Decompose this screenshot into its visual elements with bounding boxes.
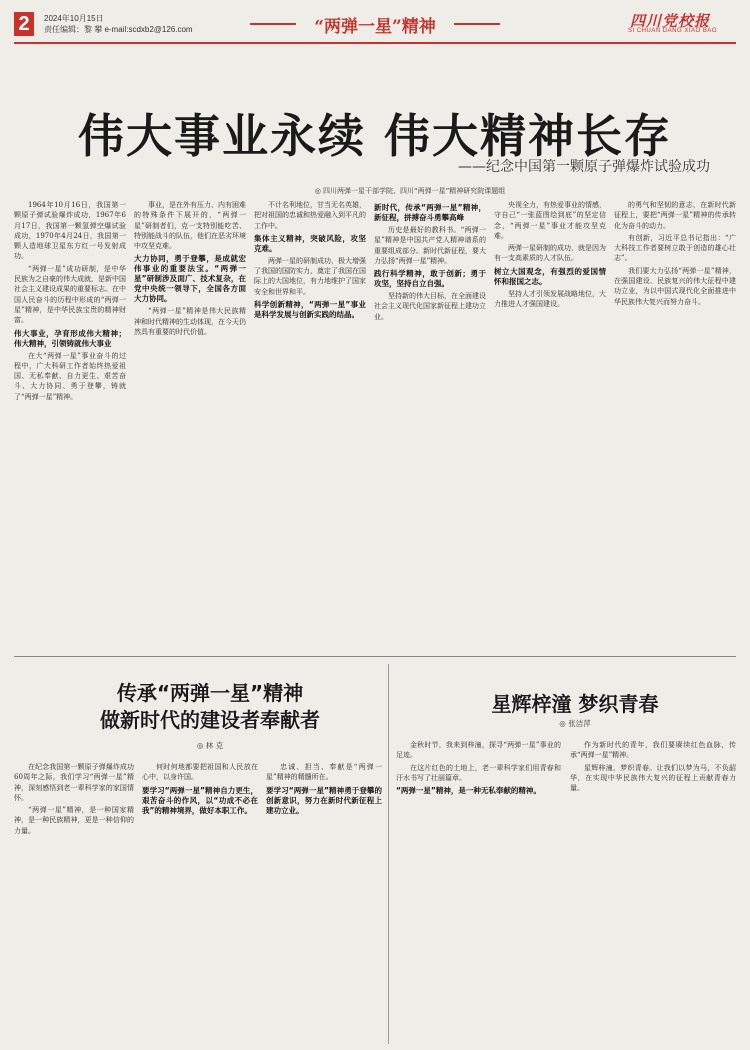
main-headline: 伟大事业永续 伟大精神长存 — [77, 109, 672, 163]
paragraph: “两弹一星”精神，是一种国家精神，是一种民族精神，更是一种信仰的力量。 — [14, 806, 134, 835]
section-heading: 伟大事业，孕育形成伟大精神；伟大精神，引领铸就伟大事业 — [14, 328, 126, 348]
paragraph: 作为新时代的青年，我们要赓续红色血脉，传承“两弹一星”精神。 — [570, 741, 736, 760]
masthead-logo: 四川党校报 — [630, 12, 711, 30]
section-heading: “两弹一星”精神，是一种无私奉献的精神。 — [396, 786, 541, 796]
section-rule-right — [454, 23, 500, 25]
article2-headline-line1: 传承“两弹一星”精神 — [116, 681, 304, 705]
paragraph: 1964年10月16日，我国第一颗原子弹试验爆炸成功，1967年6月17日，我国第一颗氢弹空爆试验成功，1970年4月24日，我国第一颗人造地球卫星东方红一号发射成功。 — [14, 201, 126, 261]
section-heading: 大力协同，勇于登攀，是成就宏伟事业的重要法宝。“两弹一星”研制涉及面广、技术复杂，在党中央统一领导下，全国各方面大力协同。 — [134, 254, 246, 304]
article3-headline: 星辉梓潼 梦织青春 — [491, 692, 659, 716]
main-column-6 — [614, 200, 736, 652]
header-rule — [14, 42, 736, 44]
subheadline: ——纪念中国第一颗原子弹爆炸试验成功 — [458, 159, 710, 175]
paragraph: 何时何地都要把祖国和人民放在心中，以身许国。 — [142, 763, 258, 782]
paragraph: 不计名利地位，甘当无名英雄，把对祖国的忠诚和热爱融入到平凡的工作中。 — [254, 201, 366, 230]
section-divider — [14, 656, 736, 657]
section-title: “两弹一星”精神 — [314, 17, 436, 37]
paragraph: 两弹一星的研制成功，极大增强了我国的国防实力，奠定了我国在国际上的大国地位，有力地维护了国家安全和世界和平。 — [254, 256, 366, 296]
column-divider — [388, 664, 389, 1044]
paragraph: 有创新，习近平总书记指出：“广大科技工作者要树立敢于创造的雄心壮志”。 — [614, 233, 736, 263]
section-heading: 新时代，传承“两弹一星”精神，新征程，拼搏奋斗勇攀高峰 — [374, 203, 486, 222]
section-heading: 要学习“两弹一星”精神勇于登攀的创新意识，努力在新时代新征程上建功立业。 — [266, 785, 382, 815]
paragraph: 历史是最好的教科书。“两弹一星”精神是中国共产党人精神谱系的重要组成部分。新时代新征程，要大力弘扬“两弹一星”精神。 — [374, 226, 486, 265]
paragraph: 金秋时节，我来到梓潼，探寻“两弹一星”事业的足迹。 — [396, 741, 561, 760]
main-column-2 — [134, 200, 246, 652]
article2-author: ◎ 林 克 — [196, 741, 224, 750]
paragraph: 事业，是在外有压力、内有困难的特殊条件下展开的，“两弹一星”研制者们，克一支特别能吃苦、特别能战斗的队伍，他们在恶劣环境中攻坚克难。 — [134, 201, 246, 251]
article2-column-1 — [14, 762, 134, 1042]
issue-date: 2024年10月15日 — [44, 14, 104, 23]
page-number: 2 — [14, 12, 34, 36]
paragraph: “两弹一星”成功研制，是中华民族为之自豪的伟大成就，是新中国社会主义建设成果的重要标志。在中国人民奋斗的历程中形成的“两弹一星”精神，是中华民族宝贵的精神财富。 — [14, 264, 126, 325]
article3-column-1 — [396, 740, 561, 1040]
section-heading: 践行科学精神，敢于创新；勇于攻坚，坚持自立自强。 — [374, 269, 486, 289]
section-heading: 科学创新精神，“两弹一星”事业是科学发展与创新实践的结晶。 — [254, 300, 366, 320]
paragraph: 的勇气和坚韧的意志，在新时代新征程上，要把“两弹一星”精神的传承转化为奋斗的动力。 — [614, 201, 736, 230]
paragraph: 在大“两弹一星”事业奋斗的过程中，广大科研工作者始终热爱祖国、无私奉献、自力更生、艰苦奋斗、大力协同、勇于登攀，铸就了“两弹一星”精神。 — [14, 351, 126, 401]
main-column-5 — [494, 200, 606, 652]
paragraph: 我们要大力弘扬“两弹一星”精神，在强国建设、民族复兴的伟大征程中建功立业，为以中国式现代化全面推进中华民族伟大复兴而努力奋斗。 — [614, 266, 736, 306]
paragraph: “两弹一星”精神是伟大民族精神和时代精神的生动体现，在今天仍然具有重要的时代价值。 — [134, 307, 246, 337]
article2-column-3 — [266, 762, 382, 1042]
paragraph: 忠诚、担当、奉献是“两弹一星”精神的精髓所在。 — [266, 763, 382, 782]
paragraph: 坚持人才引领发展战略地位，大力推进人才强国建设。 — [494, 289, 606, 309]
main-byline: ◎ 四川两弹一星干部学院、四川“两弹一星”精神研究院课题组 — [314, 187, 506, 195]
article2-headline-line2: 做新时代的建设者奉献者 — [100, 708, 320, 732]
masthead-subtitle: SI CHUAN DANG XIAO BAO — [628, 28, 718, 34]
section-heading: 树立大国观念，有强烈的爱国情怀和报国之志。 — [494, 266, 606, 286]
paragraph: 两弹一星研制的成功，就是因为有一支高素质的人才队伍。 — [494, 244, 606, 263]
paragraph: 坚持新的伟大目标，在全面建设社会主义现代化国家新征程上建功立业。 — [374, 292, 486, 321]
article3-author: ◎ 张洁萍 — [559, 719, 591, 728]
article2-column-2 — [142, 762, 258, 1042]
section-heading: 集体主义精神，突破风险，攻坚克难。 — [254, 233, 366, 253]
section-rule-left — [250, 23, 296, 25]
article3-column-2 — [570, 740, 736, 1040]
editor-line: 责任编辑：黎 攀 e-mail:scdxb2@126.com — [44, 25, 193, 34]
paragraph: 在纪念我国第一颗原子弹爆炸成功60周年之际，我们学习“两弹一星”精神，深刻感悟到老一辈科学家的家国情怀。 — [14, 763, 134, 802]
paragraph: 央视全力，有热爱事业的情感，守自己“一张蓝图绘到底”的坚定信念，“两弹一星”事业才能攻坚克难。 — [494, 201, 606, 240]
main-column-4 — [374, 200, 486, 652]
paragraph: 星辉梓潼，梦织青春。让我们以梦为马，不负韶华，在实现中华民族伟大复兴的征程上贡献青春力量。 — [570, 763, 736, 793]
main-column-3 — [254, 200, 366, 652]
article2-headline — [60, 680, 360, 734]
paragraph: 在这片红色的土地上，老一辈科学家们用青春和汗水书写了壮丽篇章。 — [396, 763, 561, 782]
section-heading: 要学习“两弹一星”精神自力更生，艰苦奋斗的作风，以“功成不必在我”的精神境界，做好本职工作。 — [142, 785, 258, 815]
main-column-1 — [14, 200, 126, 652]
